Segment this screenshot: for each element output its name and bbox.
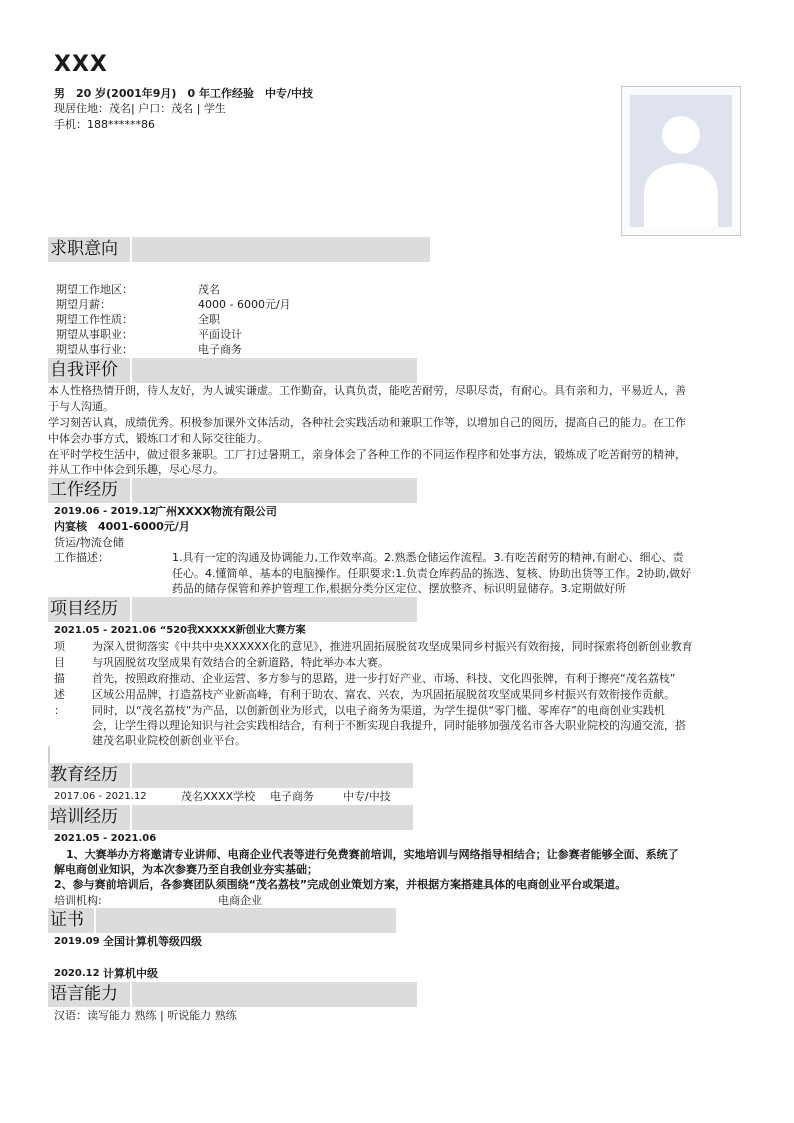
- job-intent-label: 期望工作地区：: [56, 283, 133, 296]
- language-skill: 汉语：读写能力 熟练 | 听说能力 熟练: [54, 1009, 237, 1022]
- candidate-name: XXX: [54, 52, 108, 77]
- work-period: 2019.06 - 2019.12: [54, 506, 157, 517]
- job-intent-value: 4000 - 6000元/月: [198, 298, 291, 311]
- section-title: 培训经历: [48, 805, 130, 830]
- training-line: 1、大赛举办方将邀请专业讲师、电商企业代表等进行免费赛前培训，实地培训与网络指导相结合；让参赛者能够全面、系统了: [66, 848, 679, 861]
- job-intent-label: 期望从事职业：: [56, 328, 133, 341]
- section-title: 自我评价: [48, 358, 130, 383]
- section-title: 语言能力: [48, 982, 130, 1007]
- text-line: 本人性格热情开朗，待人友好，为人诚实谦虚。工作勤奋，认真负责，能吃苦耐劳，尽职尽责，有耐心。具有亲和力，平易近人，善: [48, 384, 686, 397]
- job-intent-label: 期望从事行业：: [56, 343, 133, 356]
- label-char: 述: [54, 688, 65, 701]
- residence-info: 现居住地：茂名| 户口：茂名 | 学生: [54, 102, 226, 115]
- certificate-name: 全国计算机等级四级: [103, 935, 202, 948]
- education-major: 电子商务: [270, 790, 314, 803]
- training-line: 2、参与赛前培训后，各参赛团队须围绕“茂名荔枝”完成创业策划方案，并根据方案搭建具体的电商创业平台或渠道。: [54, 878, 627, 891]
- text-line: 建茂名职业院校创新创业平台。: [92, 734, 246, 747]
- work-company: 广州XXXX物流有限公司: [155, 505, 277, 518]
- job-intent-value: 平面设计: [198, 328, 242, 341]
- section-certificates: [48, 908, 396, 933]
- text-line: 首先，按照政府推动、企业运营、多方参与的思路，进一步打好产业、市场、科技、文化四张牌，有利于擦亮“茂名荔枝”: [92, 672, 676, 685]
- training-period: 2021.05 - 2021.06: [54, 833, 157, 844]
- job-intent-value: 电子商务: [198, 343, 242, 356]
- certificate-date: 2020.12: [54, 968, 100, 979]
- section-self-evaluation: [48, 358, 417, 383]
- text-line: 在平时学校生活中，做过很多兼职。工厂打过暑期工，亲身体会了各种工作的不同运作程序和处事方法，锻炼成了吃苦耐劳的精神，: [48, 448, 686, 461]
- section-work-experience: [48, 478, 417, 503]
- job-intent-value: 全职: [198, 313, 220, 326]
- text-line: 学习刻苦认真，成绩优秀。积极参加课外文体活动，各种社会实践活动和兼职工作等，以增加自己的阅历，提高自己的能力。在工作: [48, 416, 686, 429]
- training-line: 解电商创业知识，为本次参赛乃至自我创业夯实基础；: [54, 863, 318, 876]
- label-char: 项: [54, 640, 65, 653]
- job-intent-label: 期望工作性质：: [56, 313, 133, 326]
- section-title: 证书: [48, 908, 94, 933]
- section-training: [48, 805, 413, 830]
- work-category: 货运/物流仓储: [54, 536, 124, 549]
- certificate-date: 2019.09: [54, 936, 100, 947]
- avatar-placeholder-icon: [630, 95, 732, 227]
- text-line: 区域公用品牌，打造荔枝产业新高峰，有利于助农、富农、兴农，为巩固拓展脱贫攻坚成果同乡村振兴有效衔接作贡献。: [92, 688, 675, 701]
- label-char: 目: [54, 656, 65, 669]
- text-line: 中体会办事方式，锻炼口才和人际交往能力。: [48, 432, 268, 445]
- text-line: 为深入贯彻落实《中共中央XXXXXX化的意见》，推进巩固拓展脱贫攻坚成果同乡村振兴有效衔接，同时探索将创新创业教育: [92, 640, 693, 653]
- education-period: 2017.06 - 2021.12: [54, 791, 147, 802]
- job-intent-label: 期望月薪：: [56, 298, 111, 311]
- work-title-salary: 内宴核 4001-6000元/月: [54, 520, 190, 533]
- certificate-name: 计算机中级: [103, 967, 158, 980]
- candidate-summary: 男 20 岁(2001年9月) 0 年工作经验 中专/中技: [54, 87, 313, 100]
- section-title: 教育经历: [48, 763, 130, 788]
- training-org-label: 培训机构:: [54, 894, 102, 907]
- work-desc-line: 1.具有一定的沟通及协调能力,工作效率高。2.熟悉仓储运作流程。3.有吃苦耐劳的精神,有耐心、细心、责: [172, 551, 684, 564]
- phone-info: 手机：188******86: [54, 118, 155, 131]
- section-education: [48, 763, 413, 788]
- work-desc-line: 药品的储存保管和养护管理工作,根据分类分区定位、摆放整齐、标识明显储存。3.定期做好所: [172, 582, 626, 595]
- label-char: ：: [54, 704, 65, 717]
- section-language: [48, 982, 417, 1007]
- label-char: 描: [54, 672, 65, 685]
- section-title: 项目经历: [48, 597, 130, 622]
- work-desc-label: 工作描述：: [54, 551, 109, 564]
- education-degree: 中专/中技: [343, 790, 391, 803]
- divider: [48, 746, 50, 764]
- profile-photo: [621, 86, 741, 236]
- project-period-title: 2021.05 - 2021.06 “520我XXXXX新创业大赛方案: [54, 625, 306, 636]
- section-project-experience: [48, 597, 417, 622]
- work-desc-line: 任心。4.懂简单、基本的电脑操作。任职要求:1.负责仓库药品的拣选、复核、协助出货等工作。2协助,做好: [172, 567, 692, 580]
- text-line: 会，让学生得以理论知识与社会实践相结合，有利于不断实现自我提升，同时能够加强茂名市各大职业院校的沟通交流，搭: [92, 719, 686, 732]
- text-line: 并从工作中体会到乐趣，尽心尽力。: [48, 463, 224, 476]
- education-school: 茂名XXXX学校: [181, 790, 256, 803]
- section-title: 求职意向: [48, 237, 130, 262]
- text-line: 于与人沟通。: [48, 400, 114, 413]
- job-intent-value: 茂名: [198, 283, 220, 296]
- section-job-intent: [48, 237, 430, 262]
- text-line: 同时，以“茂名荔枝”为产品，以创新创业为形式，以电子商务为渠道，为学生提供“零门槛、零库存”的电商创业实践机: [92, 704, 665, 717]
- section-title: 工作经历: [48, 478, 130, 503]
- training-org-value: 电商企业: [218, 894, 262, 907]
- text-line: 与巩固脱贫攻坚成果有效结合的全新道路，特此举办本大赛。: [92, 656, 389, 669]
